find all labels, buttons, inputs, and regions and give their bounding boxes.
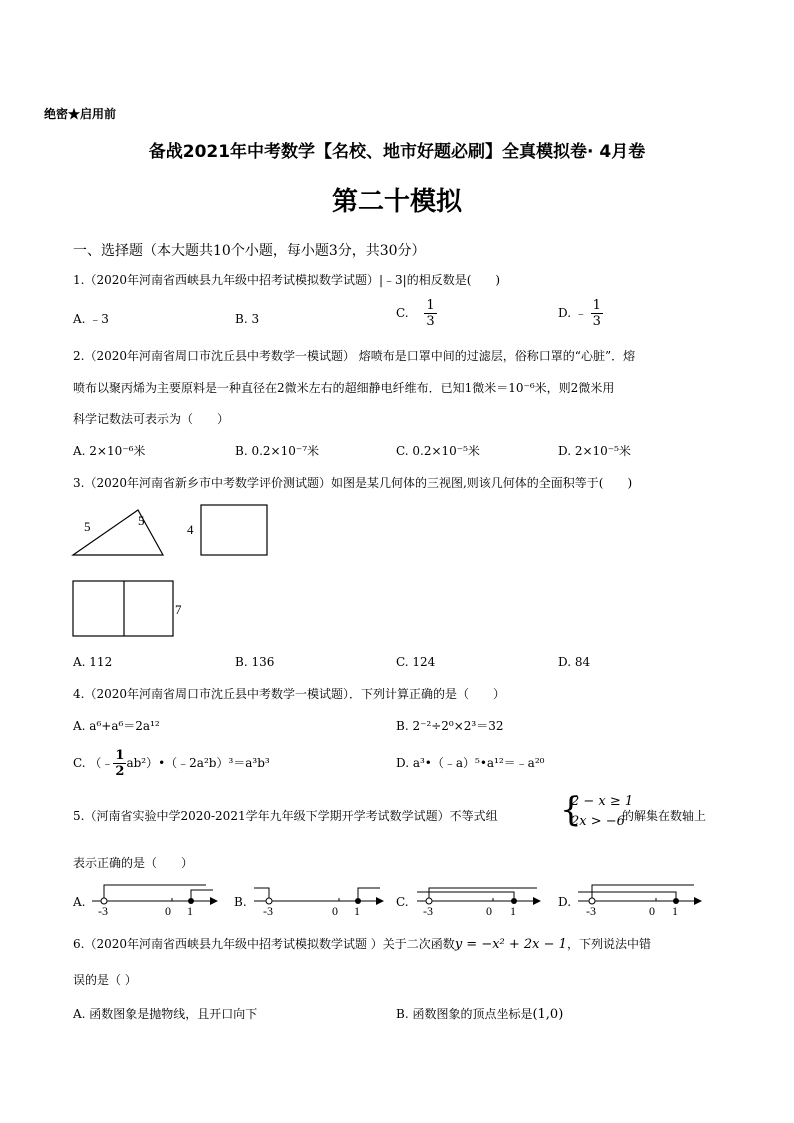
- q6-stem-end: ，下列说法中错: [566, 937, 651, 951]
- c-suffix: ab²）•（﹣2a²b）³＝a³b³: [126, 756, 270, 770]
- q4-option-d: D. a³•（﹣a）⁵•a¹²＝﹣a²⁰: [396, 756, 545, 770]
- front-side-label: 7: [175, 602, 182, 617]
- tri-right-label: 5: [138, 513, 145, 528]
- tick-label: 0: [165, 904, 171, 918]
- fraction: [591, 298, 603, 329]
- fraction: [113, 748, 126, 779]
- question-2-line-1: 2.（2020年河南省周口市沈丘县中考数学一模试题） 熔喷布是口罩中间的过滤层，俗称口罩的“心脏”．熔: [73, 349, 636, 363]
- q1-option-a: A. ﹣3: [73, 312, 109, 326]
- front-view-rectangle: [70, 578, 190, 640]
- q5-option-c-label: C.: [396, 895, 409, 909]
- question-6-stem: [73, 936, 651, 953]
- q1-option-c: [396, 298, 437, 329]
- numerator: 1: [592, 298, 601, 313]
- vertex-value: (1,0): [532, 1007, 564, 1022]
- tick-label: 0: [649, 904, 655, 918]
- front-rect-shape: [73, 581, 173, 636]
- question-5-stem-end: 的解集在数轴上: [622, 809, 707, 823]
- q6-option-b: [396, 1006, 563, 1023]
- q5-option-d-number-line: [574, 880, 706, 918]
- numerator: 1: [115, 748, 125, 763]
- side-view-rectangle: [183, 503, 273, 558]
- arrow-icon: [376, 897, 384, 905]
- q3-option-a: A. 112: [73, 655, 113, 669]
- exam-title: 第二十模拟: [331, 187, 462, 217]
- q4-option-a: A. a⁶+a⁶＝2a¹²: [73, 719, 160, 733]
- tri-left-label: 5: [84, 519, 91, 534]
- tick-label: 1: [510, 904, 516, 918]
- inequality-1: 2 − x ≥ 1: [571, 794, 634, 809]
- q5-option-b-number-line: [250, 880, 390, 918]
- question-2-line-2: 喷布以聚丙烯为主要原料是一种直径在2微米左右的超细静电纤维布．已知1微米＝10⁻⁶米，则2微米用: [73, 381, 615, 395]
- q2-option-c: C. 0.2×10⁻⁵米: [396, 444, 480, 458]
- q3-option-d: D. 84: [558, 655, 591, 669]
- q6-stem-text: 6.（2020年河南省西峡县九年级中招考试模拟数学试题 ）关于二次函数: [73, 937, 455, 951]
- q2-option-b: B. 0.2×10⁻⁷米: [235, 444, 320, 458]
- q5-option-a-number-line: [88, 880, 223, 918]
- q1-option-b: B. 3: [235, 312, 260, 326]
- system-brace: {: [560, 790, 582, 830]
- arrow-icon: [694, 897, 702, 905]
- denominator: 3: [592, 314, 601, 329]
- q5-option-c-number-line: [413, 880, 545, 918]
- question-1-stem: 1.（2020年河南省西峡县九年级中招考试模拟数学试题）|﹣3|的相反数是( ): [73, 273, 501, 287]
- tick-label: -3: [263, 904, 273, 918]
- tick-label: 1: [354, 904, 360, 918]
- q3-option-b: B. 136: [235, 655, 275, 669]
- q1-option-d: [558, 298, 603, 329]
- arrow-icon: [533, 897, 541, 905]
- numerator: 1: [426, 298, 435, 313]
- c-prefix: C. （﹣: [73, 756, 114, 770]
- denominator: 3: [426, 314, 435, 329]
- fraction: [424, 298, 436, 329]
- q3-option-c: C. 124: [396, 655, 436, 669]
- q5-option-a-label: A.: [73, 895, 86, 909]
- tick-label: 1: [672, 904, 678, 918]
- quadratic-function: y = −x² + 2x − 1: [454, 937, 567, 952]
- q5-option-d-label: D.: [558, 895, 572, 909]
- rect-side-label: 4: [187, 522, 194, 537]
- top-view-triangle: [68, 500, 198, 560]
- arrow-icon: [210, 897, 218, 905]
- denominator: 2: [115, 764, 125, 779]
- inequality-2: 2x > −6: [571, 814, 625, 829]
- tick-label: -3: [423, 904, 433, 918]
- question-2-line-3: 科学记数法可表示为（ ）: [73, 412, 230, 426]
- tick-label: -3: [98, 904, 108, 918]
- question-3-stem: 3.（2020年河南省新乡市中考数学评价测试题）如图是某几何体的三视图,则该几何体的全面积等于( ): [73, 476, 633, 490]
- q2-option-a: A. 2×10⁻⁶米: [73, 444, 146, 458]
- rect-shape: [201, 505, 267, 555]
- exam-header: 备战2021年中考数学【名校、地市好题必刷】全真模拟卷· 4月卷: [148, 142, 646, 162]
- q2-option-d: D. 2×10⁻⁵米: [558, 444, 631, 458]
- option-label: D. ﹣: [558, 306, 587, 320]
- q4-option-c: [73, 748, 270, 779]
- tick-label: 0: [486, 904, 492, 918]
- tick-label: 0: [332, 904, 338, 918]
- question-4-stem: 4.（2020年河南省周口市沈丘县中考数学一模试题）．下列计算正确的是（ ）: [73, 687, 505, 701]
- confidential-note: 绝密★启用前: [44, 107, 117, 121]
- tick-label: 1: [187, 904, 193, 918]
- question-5-line-2: 表示正确的是（ ）: [73, 856, 194, 870]
- question-5-stem: 5.（河南省实验中学2020-2021学年九年级下学期开学考试数学试题）不等式组: [73, 809, 498, 823]
- q4-option-b: B. 2⁻²÷2⁰×2³＝32: [396, 719, 504, 733]
- q6-option-b-text: B. 函数图象的顶点坐标是: [396, 1007, 533, 1021]
- q6-option-a: A. 函数图象是抛物线，且开口向下: [73, 1007, 258, 1021]
- question-6-line-2: 误的是（ ）: [73, 973, 137, 987]
- tick-label: -3: [586, 904, 596, 918]
- section-heading: 一、选择题（本大题共10个小题，每小题3分，共30分）: [73, 243, 426, 259]
- option-label: C.: [396, 306, 409, 320]
- q5-option-b-label: B.: [234, 895, 247, 909]
